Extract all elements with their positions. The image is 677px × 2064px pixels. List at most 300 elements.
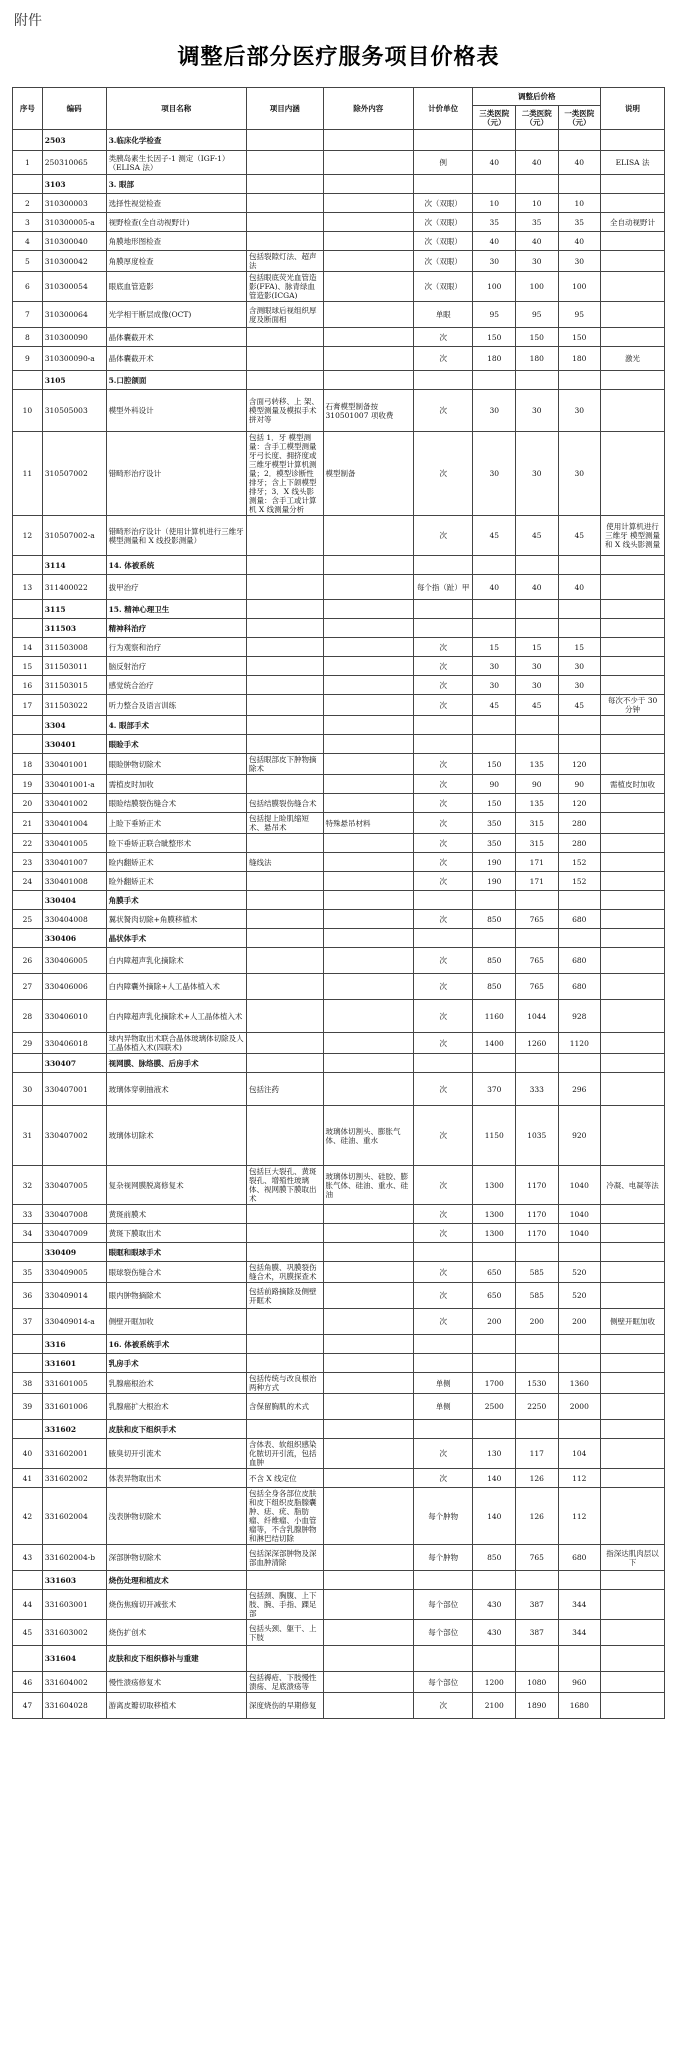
cell-p3: 1150	[473, 1106, 516, 1166]
cell-note	[601, 891, 665, 910]
cell-p1: 104	[558, 1439, 601, 1469]
cell-seq: 28	[13, 1000, 43, 1033]
cell-unit: 次	[413, 1283, 473, 1309]
cell-name: 黄斑下膜取出术	[106, 1224, 246, 1243]
cell-note: 每次不少于 30 分钟	[601, 695, 665, 716]
cell-content: 包括结膜裂伤缝合术	[246, 794, 323, 813]
cell-p2: 1260	[516, 1033, 559, 1054]
cell-unit: 次	[413, 695, 473, 716]
cell-unit: 次	[413, 347, 473, 371]
cell-name: 眼内肿物摘除术	[106, 1283, 246, 1309]
cell-content	[246, 716, 323, 735]
cell-p2: 40	[516, 575, 559, 600]
cell-p3: 430	[473, 1620, 516, 1646]
table-row	[13, 251, 665, 272]
cell-p1: 344	[558, 1590, 601, 1620]
cell-unit: 单侧	[413, 1373, 473, 1394]
cell-p3: 45	[473, 516, 516, 556]
cell-ex	[323, 948, 413, 974]
cell-p2: 150	[516, 328, 559, 347]
cell-p3: 40	[473, 575, 516, 600]
cell-content	[246, 1033, 323, 1054]
table-row	[13, 775, 665, 794]
cell-seq: 6	[13, 272, 43, 302]
cell-name: 眼球裂伤缝合术	[106, 1262, 246, 1283]
cell-p2: 387	[516, 1590, 559, 1620]
cell-code: 310300064	[42, 302, 106, 328]
table-row	[13, 390, 665, 432]
cell-ex	[323, 657, 413, 676]
table-row	[13, 151, 665, 175]
cell-code: 3304	[42, 716, 106, 735]
cell-note	[601, 1469, 665, 1488]
cell-content: 包括角膜、巩膜裂伤缝合术，巩膜探查术	[246, 1262, 323, 1283]
cell-p1	[558, 1354, 601, 1373]
cell-p2	[516, 619, 559, 638]
cell-unit: 次	[413, 390, 473, 432]
section-row	[13, 929, 665, 948]
cell-name: 玻璃体切除术	[106, 1106, 246, 1166]
cell-content	[246, 1224, 323, 1243]
cell-code: 311400022	[42, 575, 106, 600]
cell-ex	[323, 1620, 413, 1646]
cell-p2	[516, 1243, 559, 1262]
cell-p2: 117	[516, 1439, 559, 1469]
cell-unit: 次	[413, 1166, 473, 1205]
cell-name: 拔甲治疗	[106, 575, 246, 600]
cell-code: 331603	[42, 1571, 106, 1590]
cell-note	[601, 1693, 665, 1719]
cell-note	[601, 872, 665, 891]
cell-p2: 45	[516, 516, 559, 556]
cell-name: 睑下垂矫正联合眦整形术	[106, 834, 246, 853]
cell-code: 310300042	[42, 251, 106, 272]
table-row	[13, 1488, 665, 1545]
cell-content: 包括前路摘除及侧壁开眶术	[246, 1283, 323, 1309]
cell-name: 需植皮时加收	[106, 775, 246, 794]
table-row	[13, 1000, 665, 1033]
cell-name: 皮肤和皮下组织修补与重建	[106, 1646, 246, 1672]
table-row	[13, 910, 665, 929]
cell-p3	[473, 929, 516, 948]
table-row	[13, 1620, 665, 1646]
cell-ex	[323, 600, 413, 619]
cell-note	[601, 1420, 665, 1439]
cell-ex	[323, 1033, 413, 1054]
cell-content	[246, 1205, 323, 1224]
cell-p3: 130	[473, 1439, 516, 1469]
cell-note	[601, 735, 665, 754]
cell-ex	[323, 232, 413, 251]
cell-note	[601, 1033, 665, 1054]
cell-ex	[323, 974, 413, 1000]
cell-p3	[473, 619, 516, 638]
cell-content	[246, 1309, 323, 1335]
header-excluded: 除外内容	[323, 88, 413, 130]
cell-seq	[13, 891, 43, 910]
cell-ex	[323, 1590, 413, 1620]
section-row	[13, 1420, 665, 1439]
cell-p3: 190	[473, 853, 516, 872]
cell-note	[601, 390, 665, 432]
cell-note	[601, 853, 665, 872]
cell-code: 331602	[42, 1420, 106, 1439]
cell-note	[601, 232, 665, 251]
cell-note	[601, 1373, 665, 1394]
cell-seq: 30	[13, 1073, 43, 1106]
cell-unit: 次	[413, 853, 473, 872]
cell-ex	[323, 1469, 413, 1488]
cell-unit: 例	[413, 151, 473, 175]
cell-code: 3105	[42, 371, 106, 390]
cell-p2: 30	[516, 657, 559, 676]
cell-p2: 30	[516, 251, 559, 272]
cell-ex	[323, 272, 413, 302]
cell-seq	[13, 1335, 43, 1354]
cell-name: 晶状体手术	[106, 929, 246, 948]
cell-code: 330409005	[42, 1262, 106, 1283]
cell-unit: 每个部位	[413, 1620, 473, 1646]
cell-note	[601, 1283, 665, 1309]
cell-p2	[516, 1335, 559, 1354]
cell-p3: 1200	[473, 1672, 516, 1693]
section-row	[13, 600, 665, 619]
cell-seq: 22	[13, 834, 43, 853]
cell-name: 晶体囊截开术	[106, 347, 246, 371]
cell-seq: 35	[13, 1262, 43, 1283]
cell-p3	[473, 891, 516, 910]
cell-code: 330406	[42, 929, 106, 948]
table-row	[13, 1166, 665, 1205]
cell-ex	[323, 872, 413, 891]
cell-p2: 100	[516, 272, 559, 302]
cell-p1: 152	[558, 853, 601, 872]
cell-ex	[323, 556, 413, 575]
cell-ex	[323, 516, 413, 556]
cell-p3: 850	[473, 948, 516, 974]
cell-code: 311503011	[42, 657, 106, 676]
cell-note: 侧壁开眶加收	[601, 1309, 665, 1335]
cell-p3: 45	[473, 695, 516, 716]
cell-note	[601, 794, 665, 813]
cell-p1	[558, 929, 601, 948]
cell-p1	[558, 1054, 601, 1073]
cell-unit	[413, 929, 473, 948]
cell-unit: 次	[413, 676, 473, 695]
cell-content: 缝线法	[246, 853, 323, 872]
cell-p3: 190	[473, 872, 516, 891]
cell-seq	[13, 600, 43, 619]
cell-p1: 40	[558, 232, 601, 251]
cell-seq	[13, 1646, 43, 1672]
cell-p3: 2500	[473, 1394, 516, 1420]
cell-note	[601, 130, 665, 151]
cell-p2: 200	[516, 1309, 559, 1335]
cell-seq	[13, 130, 43, 151]
cell-ex	[323, 1488, 413, 1545]
cell-name: 上睑下垂矫正术	[106, 813, 246, 834]
cell-content	[246, 600, 323, 619]
table-row	[13, 1545, 665, 1571]
cell-code: 310300054	[42, 272, 106, 302]
cell-ex	[323, 371, 413, 390]
cell-code: 331602004-b	[42, 1545, 106, 1571]
cell-unit: 次（双眼）	[413, 251, 473, 272]
cell-p1: 180	[558, 347, 601, 371]
cell-content	[246, 775, 323, 794]
cell-name: 皮肤和皮下组织手术	[106, 1420, 246, 1439]
cell-code: 330407009	[42, 1224, 106, 1243]
cell-p1: 30	[558, 676, 601, 695]
table-row	[13, 853, 665, 872]
cell-ex	[323, 716, 413, 735]
cell-p3	[473, 556, 516, 575]
cell-name: 4. 眼部手术	[106, 716, 246, 735]
cell-p2: 95	[516, 302, 559, 328]
cell-content: 含保留胸肌的术式	[246, 1394, 323, 1420]
cell-content	[246, 347, 323, 371]
cell-name: 行为观察和治疗	[106, 638, 246, 657]
cell-seq: 20	[13, 794, 43, 813]
table-row	[13, 194, 665, 213]
cell-p3: 30	[473, 251, 516, 272]
cell-p1	[558, 371, 601, 390]
cell-name: 烧伤处理和植皮术	[106, 1571, 246, 1590]
table-row	[13, 754, 665, 775]
cell-p3: 850	[473, 910, 516, 929]
cell-unit: 每个部位	[413, 1590, 473, 1620]
cell-note	[601, 813, 665, 834]
cell-seq: 13	[13, 575, 43, 600]
table-row	[13, 1262, 665, 1283]
cell-ex	[323, 834, 413, 853]
cell-p1: 920	[558, 1106, 601, 1166]
cell-p3: 150	[473, 754, 516, 775]
cell-seq: 16	[13, 676, 43, 695]
cell-unit: 次	[413, 910, 473, 929]
cell-note	[601, 251, 665, 272]
table-row	[13, 794, 665, 813]
cell-p3: 100	[473, 272, 516, 302]
cell-p1: 344	[558, 1620, 601, 1646]
cell-seq: 33	[13, 1205, 43, 1224]
cell-seq: 12	[13, 516, 43, 556]
cell-seq: 31	[13, 1106, 43, 1166]
cell-note	[601, 948, 665, 974]
cell-p2: 1170	[516, 1224, 559, 1243]
cell-name: 睑外翻矫正术	[106, 872, 246, 891]
cell-name: 浅表肿物切除术	[106, 1488, 246, 1545]
cell-p2	[516, 891, 559, 910]
cell-seq: 19	[13, 775, 43, 794]
cell-unit	[413, 1335, 473, 1354]
cell-content: 包括注药	[246, 1073, 323, 1106]
section-row	[13, 1243, 665, 1262]
cell-p3	[473, 1335, 516, 1354]
cell-unit	[413, 1054, 473, 1073]
cell-p1: 928	[558, 1000, 601, 1033]
table-row	[13, 1394, 665, 1420]
cell-note	[601, 1106, 665, 1166]
cell-note	[601, 600, 665, 619]
cell-note	[601, 1243, 665, 1262]
cell-ex	[323, 1000, 413, 1033]
cell-p1	[558, 891, 601, 910]
cell-p3	[473, 1054, 516, 1073]
cell-seq	[13, 716, 43, 735]
cell-p2	[516, 1646, 559, 1672]
cell-unit: 次（双眼）	[413, 213, 473, 232]
cell-name: 眼底血管造影	[106, 272, 246, 302]
cell-unit	[413, 619, 473, 638]
cell-content	[246, 556, 323, 575]
cell-content: 含测眼球后视组织厚度及断面相	[246, 302, 323, 328]
cell-name: 错畸形治疗设计（使用计算机进行三维牙模型测量和 X 线投影测量）	[106, 516, 246, 556]
cell-p2	[516, 1420, 559, 1439]
cell-code: 330407005	[42, 1166, 106, 1205]
cell-p3: 850	[473, 974, 516, 1000]
cell-ex	[323, 775, 413, 794]
cell-ex	[323, 575, 413, 600]
cell-ex	[323, 1394, 413, 1420]
cell-note	[601, 716, 665, 735]
table-row	[13, 1693, 665, 1719]
cell-p3: 140	[473, 1488, 516, 1545]
cell-content	[246, 1054, 323, 1073]
cell-note: ELISA 法	[601, 151, 665, 175]
cell-name: 烧伤扩创术	[106, 1620, 246, 1646]
cell-p1: 112	[558, 1469, 601, 1488]
cell-p3: 1300	[473, 1166, 516, 1205]
cell-seq: 4	[13, 232, 43, 251]
cell-p3: 150	[473, 328, 516, 347]
cell-note: 使用计算机进行三维牙 模型测量和 X 线头影测量	[601, 516, 665, 556]
cell-p3	[473, 371, 516, 390]
cell-p3: 430	[473, 1590, 516, 1620]
cell-unit: 每个指（趾）甲	[413, 575, 473, 600]
cell-code: 250310065	[42, 151, 106, 175]
cell-content	[246, 516, 323, 556]
cell-unit: 次（双眼）	[413, 194, 473, 213]
cell-note	[601, 556, 665, 575]
cell-ex	[323, 619, 413, 638]
cell-p3	[473, 600, 516, 619]
cell-p1: 35	[558, 213, 601, 232]
cell-ex	[323, 130, 413, 151]
cell-name: 眼睑手术	[106, 735, 246, 754]
section-row	[13, 371, 665, 390]
cell-code: 330409014	[42, 1283, 106, 1309]
cell-p1: 90	[558, 775, 601, 794]
cell-seq: 43	[13, 1545, 43, 1571]
cell-p2: 90	[516, 775, 559, 794]
cell-seq: 42	[13, 1488, 43, 1545]
cell-content: 包括提上睑肌缩短术、悬吊术	[246, 813, 323, 834]
cell-p2	[516, 716, 559, 735]
cell-seq: 7	[13, 302, 43, 328]
cell-name: 脑反射治疗	[106, 657, 246, 676]
cell-seq	[13, 371, 43, 390]
cell-seq	[13, 175, 43, 194]
cell-ex	[323, 735, 413, 754]
cell-code: 3114	[42, 556, 106, 575]
cell-code: 331601	[42, 1354, 106, 1373]
cell-p3: 90	[473, 775, 516, 794]
section-row	[13, 1335, 665, 1354]
cell-content	[246, 657, 323, 676]
cell-ex	[323, 251, 413, 272]
cell-p2: 765	[516, 948, 559, 974]
cell-name: 视网膜、脉络膜、后房手术	[106, 1054, 246, 1073]
cell-note	[601, 1488, 665, 1545]
cell-name: 复杂视网膜脱离修复术	[106, 1166, 246, 1205]
cell-p1: 520	[558, 1262, 601, 1283]
cell-p3: 30	[473, 390, 516, 432]
cell-p2: 30	[516, 676, 559, 695]
table-row	[13, 872, 665, 891]
cell-code: 331602002	[42, 1469, 106, 1488]
cell-content	[246, 1000, 323, 1033]
cell-unit: 单眼	[413, 302, 473, 328]
cell-p3	[473, 1243, 516, 1262]
cell-ex	[323, 302, 413, 328]
cell-unit	[413, 891, 473, 910]
cell-seq: 21	[13, 813, 43, 834]
cell-content: 不含 X 线定位	[246, 1469, 323, 1488]
cell-p2: 135	[516, 794, 559, 813]
cell-p2: 333	[516, 1073, 559, 1106]
cell-note	[601, 302, 665, 328]
cell-code: 331601005	[42, 1373, 106, 1394]
cell-unit: 次	[413, 1106, 473, 1166]
cell-p2: 180	[516, 347, 559, 371]
cell-seq: 2	[13, 194, 43, 213]
cell-note	[601, 194, 665, 213]
cell-unit: 次	[413, 516, 473, 556]
cell-content	[246, 929, 323, 948]
cell-p1: 1360	[558, 1373, 601, 1394]
cell-name: 错畸形治疗设计	[106, 432, 246, 516]
cell-name: 5.口腔颌面	[106, 371, 246, 390]
cell-ex	[323, 1373, 413, 1394]
cell-note	[601, 371, 665, 390]
cell-p1: 280	[558, 813, 601, 834]
cell-name: 腋臭切开引流术	[106, 1439, 246, 1469]
cell-code: 310507002	[42, 432, 106, 516]
cell-p1	[558, 735, 601, 754]
cell-code: 330404008	[42, 910, 106, 929]
header-price-group: 调整后价格	[473, 88, 601, 106]
cell-code: 330401002	[42, 794, 106, 813]
cell-code: 3103	[42, 175, 106, 194]
cell-p1: 95	[558, 302, 601, 328]
table-row	[13, 1283, 665, 1309]
cell-p3: 850	[473, 1545, 516, 1571]
cell-content	[246, 371, 323, 390]
table-row	[13, 232, 665, 251]
cell-content	[246, 1646, 323, 1672]
cell-content: 包括眼部皮下肿物摘除术	[246, 754, 323, 775]
cell-unit: 次	[413, 1262, 473, 1283]
cell-code: 331602001	[42, 1439, 106, 1469]
cell-p3: 370	[473, 1073, 516, 1106]
cell-p3: 140	[473, 1469, 516, 1488]
cell-ex	[323, 1646, 413, 1672]
cell-content	[246, 575, 323, 600]
cell-ex	[323, 1354, 413, 1373]
cell-ex	[323, 175, 413, 194]
cell-unit	[413, 1571, 473, 1590]
